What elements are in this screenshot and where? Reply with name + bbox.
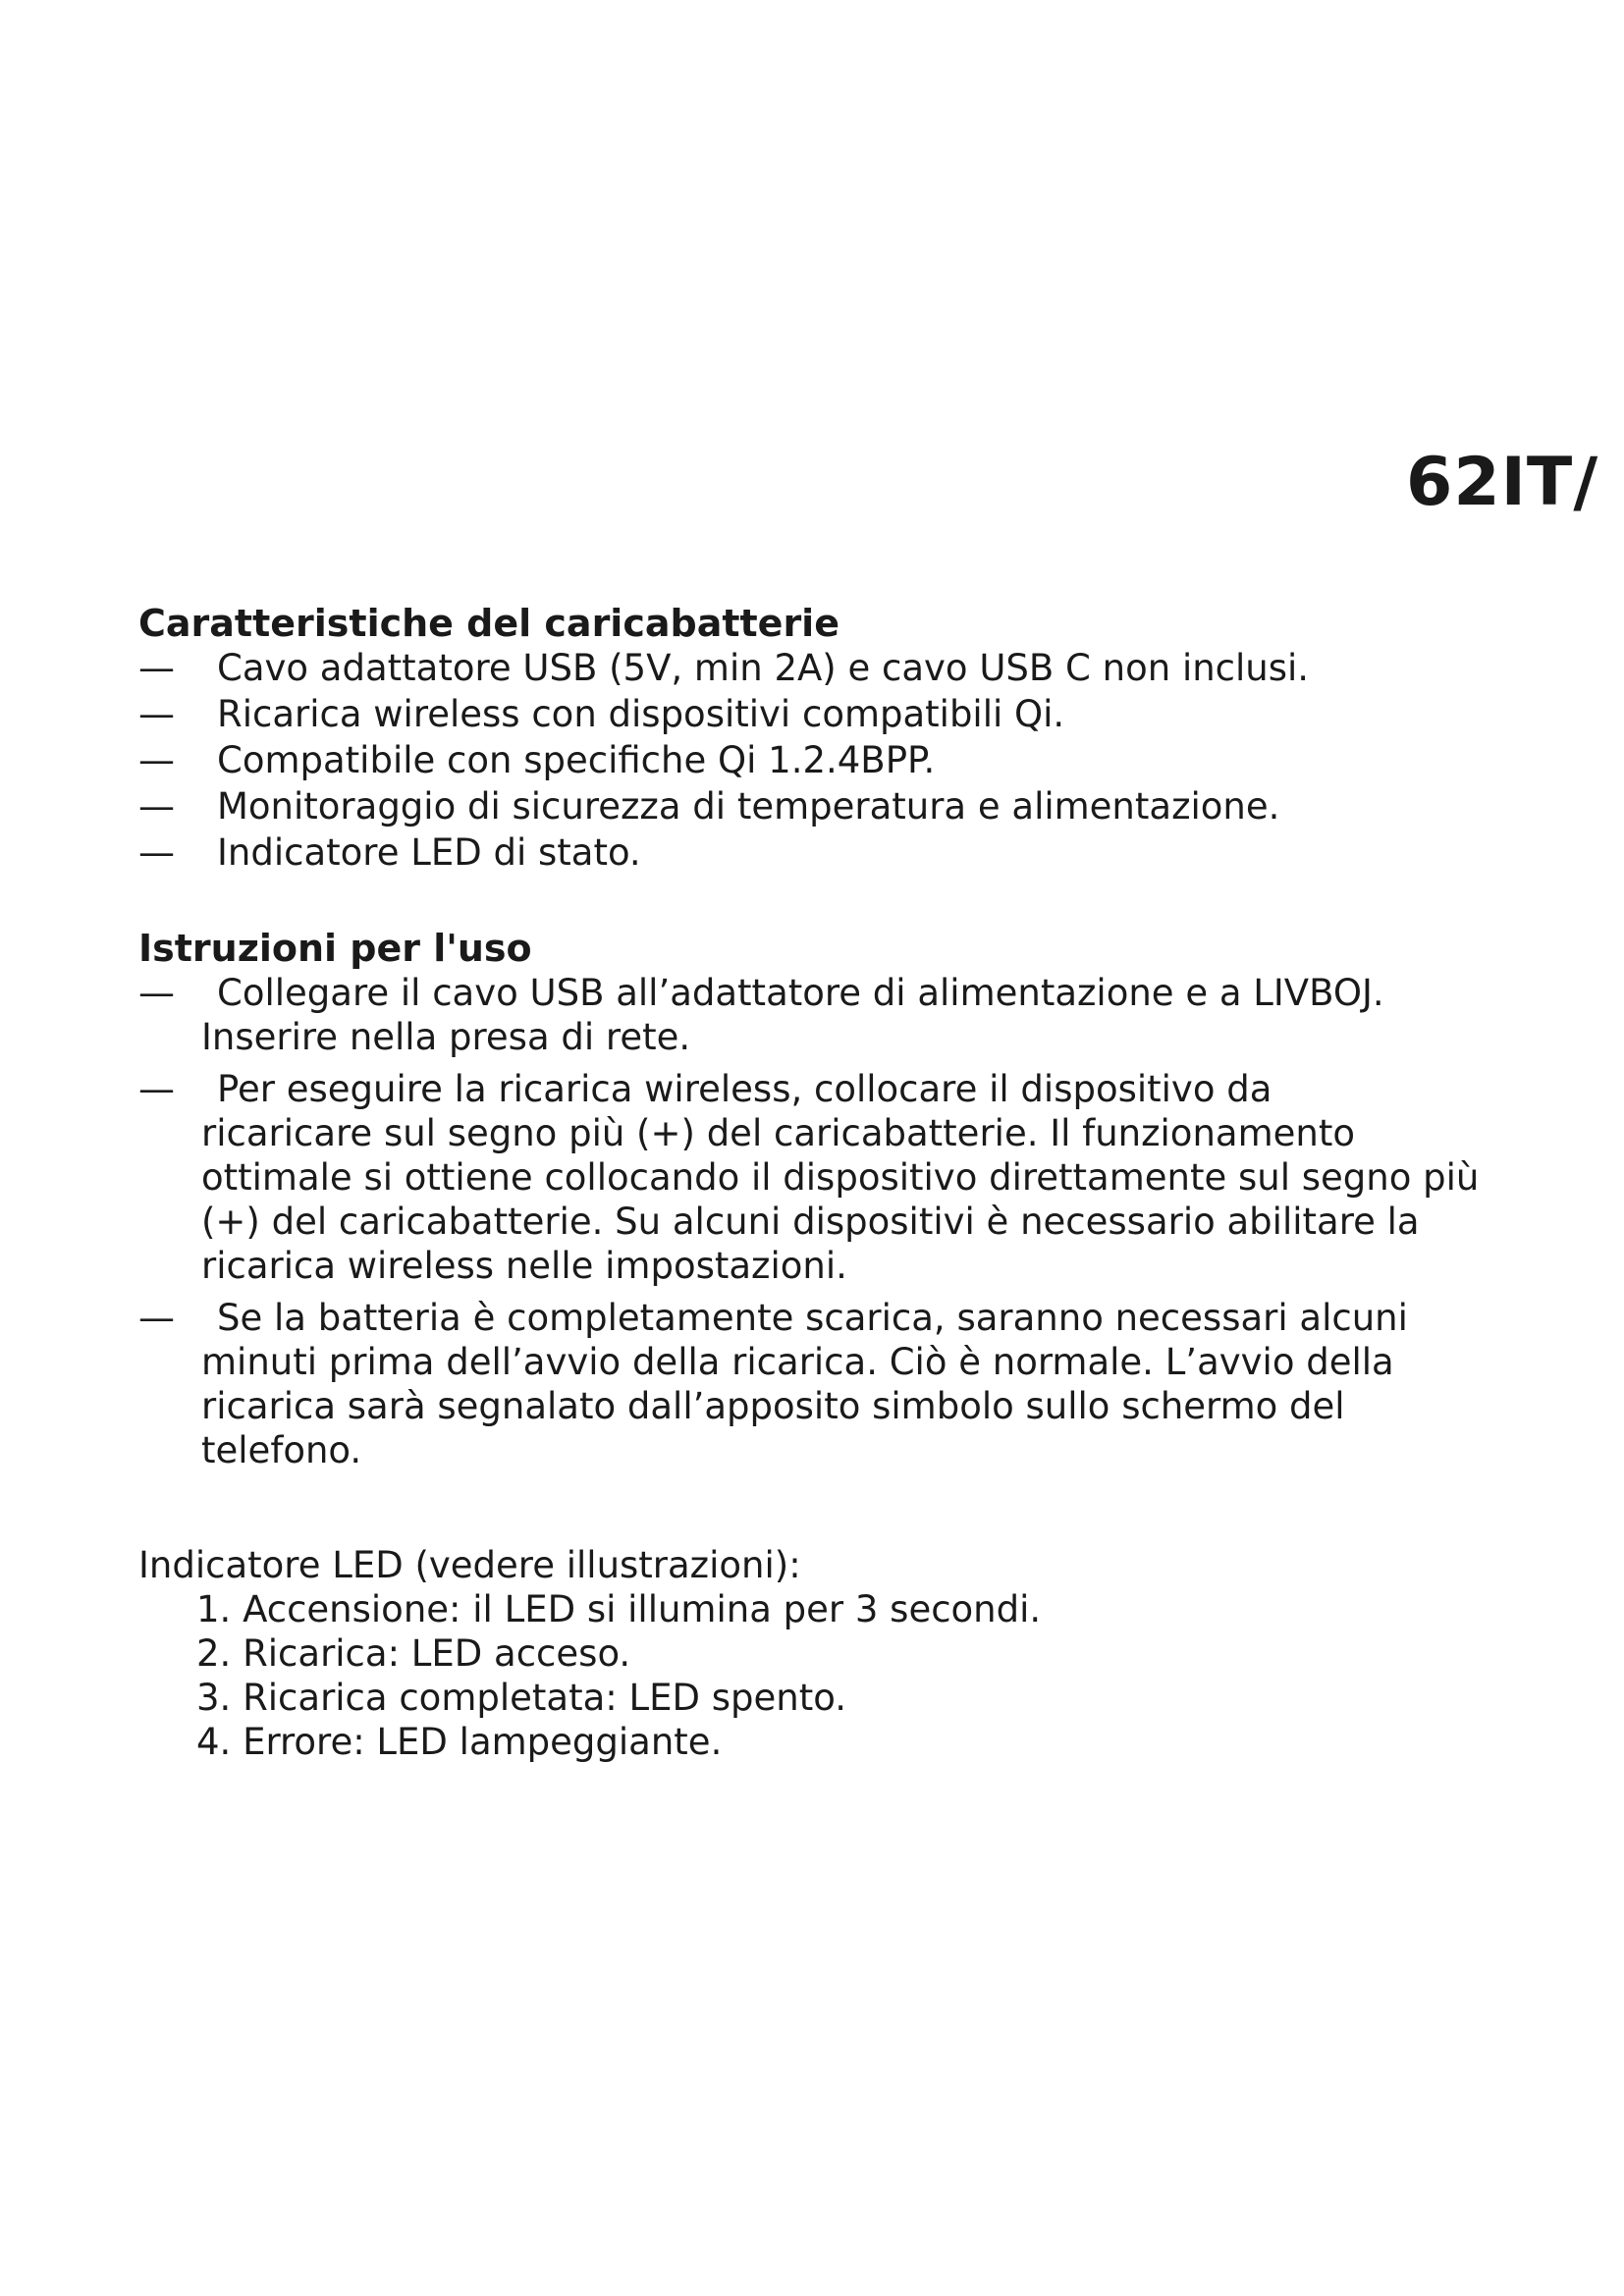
dash-bullet: — [138,785,175,828]
list-item [138,784,1513,828]
led-intro: Indicatore LED (vedere illustrazioni): [138,1544,801,1586]
dash-bullet: — [138,739,175,781]
document-body [138,601,1513,1764]
feature-text: Monitoraggio di sicurezza di temperatura e alimentazione. [217,785,1280,828]
list-item [138,1296,1513,1472]
dash-bullet: — [138,972,175,1014]
list-item: 1. Accensione: il LED si illumina per 3 secondi. [196,1588,1042,1630]
instructions-heading: Istruzioni per l'uso [138,927,532,970]
list-item: 4. Errore: LED lampeggiante. [196,1721,723,1763]
list-item: 3. Ricarica completata: LED spento. [196,1677,846,1719]
dash-bullet: — [138,647,175,689]
feature-text: Compatibile con specifiche Qi 1.2.4BPP. [217,739,936,781]
list-item [138,692,1513,736]
section-spacer [138,1480,1513,1543]
section-spacer [138,877,1513,926]
instruction-text-continued: ricaricare sul segno più (+) del caricabatterie. Il funzionamento ottimale si ottiene collocando il dispositivo direttamente sul segno più (+) del caricabatterie. Su alcuni dispositivi è necessario abilitare la ricarica wireless nelle impostazioni. [201,1112,1480,1287]
instruction-text: Se la batteria è completamente scarica, saranno necessari alcuni [217,1297,1408,1339]
instruction-text: Collegare il cavo USB all’adattatore di alimentazione e a LIVBOJ. [217,972,1384,1014]
list-item: 2. Ricarica: LED acceso. [196,1632,631,1675]
list-item [138,1067,1513,1288]
list-item [138,971,1513,1059]
feature-text: Indicatore LED di stato. [217,831,641,874]
feature-text: Ricarica wireless con dispositivi compatibili Qi. [217,693,1065,735]
dash-bullet: — [138,831,175,874]
instruction-text-continued: minuti prima dell’avvio della ricarica. Ciò è normale. L’avvio della ricarica sarà segnalato dall’apposito simbolo sullo schermo del telefono. [201,1341,1394,1471]
instructions-list [138,971,1513,1472]
page-number: 62IT/ [1406,450,1599,516]
instruction-text-continued: Inserire nella presa di rete. [201,1016,691,1058]
list-item [138,830,1513,875]
dash-bullet: — [138,1068,175,1110]
led-list [138,1587,1513,1764]
feature-text: Cavo adattatore USB (5V, min 2A) e cavo USB C non inclusi. [217,647,1310,689]
features-list [138,646,1513,875]
instruction-text: Per eseguire la ricarica wireless, collocare il dispositivo da [217,1068,1272,1110]
features-heading: Caratteristiche del caricabatterie [138,602,839,645]
list-item [138,738,1513,782]
list-item [138,646,1513,690]
dash-bullet: — [138,1297,175,1339]
dash-bullet: — [138,693,175,735]
